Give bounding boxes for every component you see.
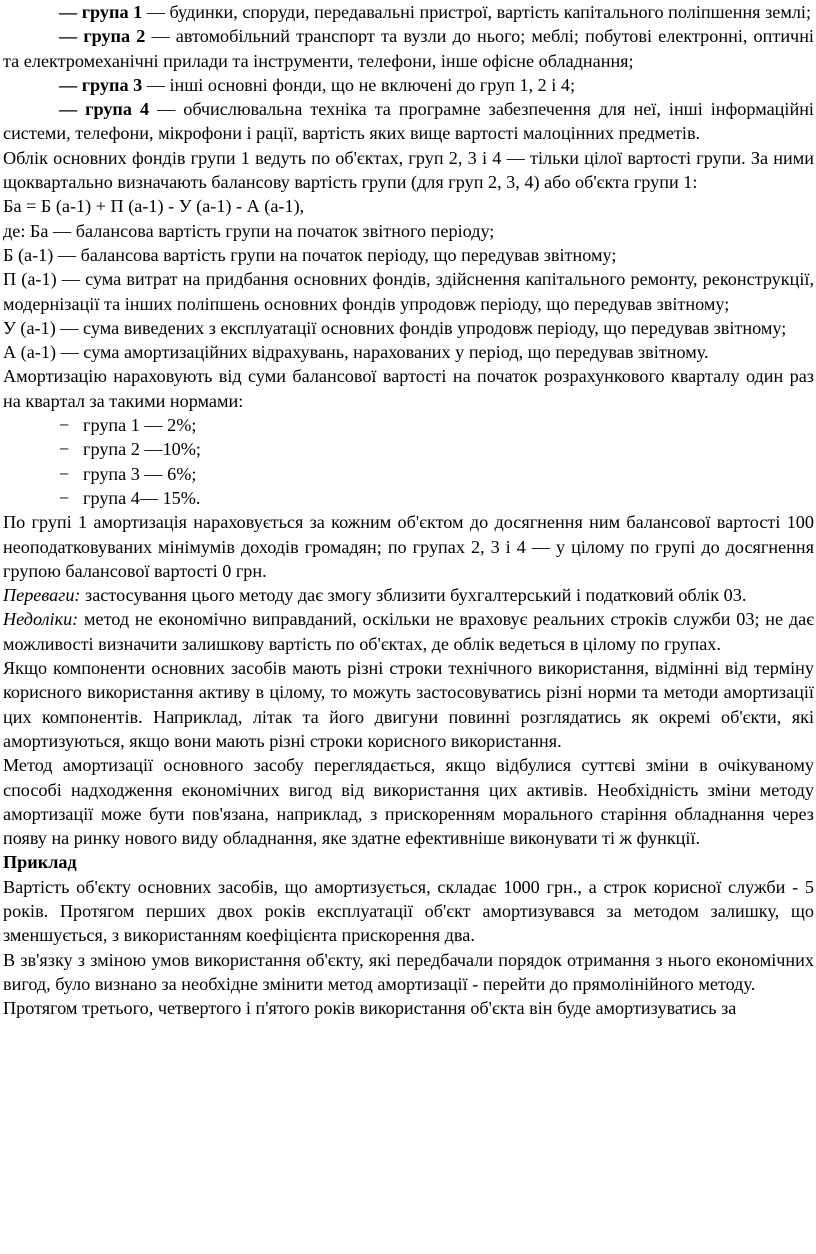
dash-bullet-icon: − bbox=[59, 415, 70, 436]
example-paragraph-2: В зв'язку з зміною умов використання об'єкту, які передбачали порядок отримання з нього економічних вигод, було визнано за необхідне змінити метод амортизації - перейти до прямолінійного методу. bbox=[3, 949, 814, 994]
drawbacks-text: метод не економічно виправданий, оскільки не враховує реальних строків служби 03; не дає можливості визначити залишкову вартість по об'єктах, де облік ведеться в цілому по групах. bbox=[3, 609, 814, 654]
rate-text: група 4— 15%. bbox=[83, 487, 201, 508]
drawbacks-paragraph bbox=[3, 607, 814, 656]
dash-bullet-icon: − bbox=[59, 487, 70, 508]
group-2-label: — група 2 bbox=[59, 26, 146, 47]
definition-ba: де: Ба — балансова вартість групи на початок звітного періоду; bbox=[3, 220, 495, 241]
group-4-text: — обчислювальна техніка та програмне забезпечення для неї, інші інформаційні системи, телефони, мікрофони і рації, вартість яких вище вартості малоцінних предметів. bbox=[3, 99, 814, 144]
method-review-paragraph: Метод амортизації основного засобу переглядається, якщо відбулися суттєві зміни в очікуваному способі надходження економічних вигод від використання цих активів. Необхідність зміни методу амортизації може бути пов'язана, наприклад, з прискоренням морального старіння обладнання через появу на ринку нового виду обладнання, яке здатне ефективніше виконувати ті ж функції. bbox=[3, 755, 814, 849]
group-1-item bbox=[3, 0, 814, 24]
advantages-text: застосування цього методу дає змогу зблизити бухгалтерський і податковий облік 03. bbox=[80, 585, 747, 606]
advantages-label: Переваги: bbox=[3, 585, 81, 606]
group-4-label: — група 4 bbox=[59, 99, 150, 120]
group-1-text: — будинки, споруди, передавальні пристрої, вартість капітального поліпшення землі; bbox=[142, 2, 812, 22]
rate-item bbox=[3, 413, 814, 437]
definition-u: У (а-1) — сума виведених з експлуатації основних фондів упродовж періоду, що передував звітному; bbox=[3, 317, 787, 338]
formula: Ба = Б (а-1) + П (а-1) - У (а-1) - А (а-1), bbox=[3, 196, 305, 217]
accounting-paragraph: Облік основних фондів групи 1 ведуть по об'єктах, груп 2, 3 і 4 — тільки цілої вартості групи. За ними щоквартально визначають балансову вартість групи (для груп 2, 3, 4) або об'єкта групи 1: bbox=[3, 147, 814, 193]
group-2-text: — автомобільний транспорт та вузли до нього; меблі; побутові електронні, оптичні та електромеханічні прилади та інструменти, телефони, інше офісне обладнання; bbox=[3, 26, 814, 71]
example-heading: Приклад bbox=[3, 852, 77, 873]
rates-paragraph: Амортизацію нараховують від суми балансової вартості на початок розрахункового кварталу один раз на квартал за такими нормами: bbox=[3, 366, 814, 411]
group-3-text: — інші основні фонди, що не включені до груп 1, 2 і 4; bbox=[142, 74, 576, 95]
rate-text: група 2 —10%; bbox=[83, 439, 201, 460]
dash-bullet-icon: − bbox=[59, 439, 70, 460]
definition-a: А (а-1) — сума амортизаційних відрахувань, нарахованих у період, що передував звітному. bbox=[3, 342, 709, 363]
dash-bullet-icon: − bbox=[59, 463, 70, 484]
group-4-item bbox=[3, 97, 814, 146]
rate-item bbox=[3, 486, 814, 510]
rate-item bbox=[3, 437, 814, 461]
definition-p: П (а-1) — сума витрат на придбання основних фондів, здійснення капітального ремонту, реконструкції, модернізації та інших поліпшень основних фондів упродовж періоду, що передував звітному; bbox=[3, 269, 814, 314]
advantages-paragraph bbox=[3, 583, 814, 607]
example-paragraph-3: Протягом третього, четвертого і п'ятого років використання об'єкта він буде амортизуватись за bbox=[3, 998, 737, 1019]
group-3-item bbox=[3, 73, 814, 97]
group-1-label: — група 1 bbox=[59, 2, 143, 22]
drawbacks-label: Недоліки: bbox=[3, 609, 79, 630]
group-2-item bbox=[3, 24, 814, 73]
rate-text: група 3 — 6%; bbox=[83, 463, 197, 484]
group-3-label: — група 3 bbox=[59, 74, 143, 95]
example-paragraph-1: Вартість об'єкту основних засобів, що амортизується, складає 1000 грн., а строк корисної служби - 5 років. Протягом перших двох років експлуатації об'єкт амортизувався за методом залишку, що зменшується, з використанням коефіцієнта прискорення два. bbox=[3, 876, 814, 946]
components-paragraph: Якщо компоненти основних засобів мають різні строки технічного використання, відмінні від терміну корисного використання активу в цілому, то можуть застосовуватись різні норми та методи амортизації цих компонентів. Наприклад, літак та його двигуни повинні розглядатись як окремі об'єкти, які амортизуються, якщо вони мають різні строки корисного використання. bbox=[3, 658, 814, 751]
rate-text: група 1 — 2%; bbox=[83, 415, 197, 436]
group1-paragraph: По групі 1 амортизація нараховується за кожним об'єктом до досягнення ним балансової вартості 100 неоподатковуваних мінімумів доходів громадян; по групах 2, 3 і 4 — у цілому по групі до досягнення групою балансової вартості 0 грн. bbox=[3, 512, 814, 581]
rate-item bbox=[3, 462, 814, 486]
definition-b: Б (а-1) — балансова вартість групи на початок періоду, що передував звітному; bbox=[3, 244, 617, 265]
